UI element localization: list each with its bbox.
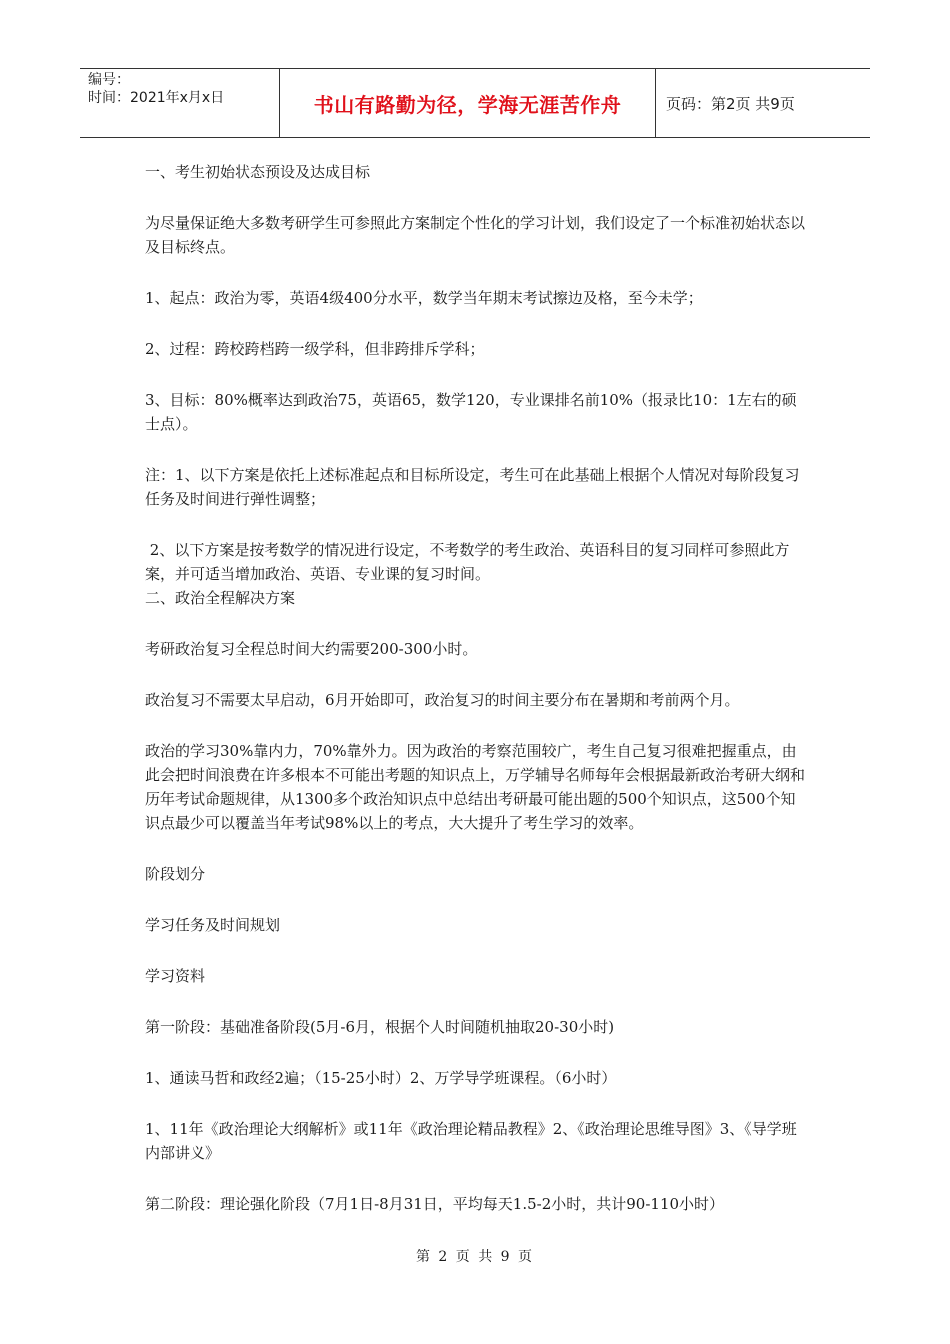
number-label: 编号： <box>88 72 130 88</box>
subheading: 学习任务及时间规划 <box>145 916 281 934</box>
paragraph: 考研政治复习全程总时间大约需要200-300小时。 <box>145 640 478 658</box>
time-label: 时间：2021年x月x日 <box>88 90 225 106</box>
paragraph: 1、起点：政治为零，英语4级400分水平，数学当年期末考试擦边及格，至今未学； <box>145 289 703 307</box>
page-header <box>80 68 870 138</box>
header-meta <box>80 69 280 137</box>
header-motto: 书山有路勤为径，学海无涯苦作舟 <box>280 69 656 137</box>
paragraph: 3、目标：80%概率达到政治75，英语65，数学120，专业课排名前10%（报录比10：1左右的硕士点）。 <box>145 391 797 433</box>
paragraph: 1、通读马哲和政经2遍；（15-25小时）2、万学导学班课程。（6小时） <box>145 1069 617 1087</box>
section-heading: 一、考生初始状态预设及达成目标 <box>145 163 371 181</box>
header-page-label: 页码：第2页 共9页 <box>666 94 795 113</box>
page-footer: 第 2 页 共 9 页 <box>415 1249 535 1265</box>
stage-heading: 第一阶段：基础准备阶段(5月-6月，根据个人时间随机抽取20-30小时) <box>145 1018 615 1036</box>
note-paragraph: 注：1、以下方案是依托上述标准起点和目标所设定，考生可在此基础上根据个人情况对每阶段复习任务及时间进行弹性调整； <box>145 466 800 508</box>
subheading: 学习资料 <box>145 967 206 985</box>
paragraph: 2、过程：跨校跨档跨一级学科，但非跨排斥学科； <box>145 340 485 358</box>
document-body <box>145 160 810 1216</box>
paragraph: 1、11年《政治理论大纲解析》或11年《政治理论精品教程》2、《政治理论思维导图》3、《导学班内部讲义》 <box>145 1120 797 1162</box>
note-paragraph: 2、以下方案是按考数学的情况进行设定，不考数学的考生政治、英语科目的复习同样可参照此方案，并可适当增加政治、英语、专业课的复习时间。 <box>145 541 790 583</box>
paragraph: 政治的学习30%靠内力，70%靠外力。因为政治的考察范围较广，考生自己复习很难把握重点，由此会把时间浪费在许多根本不可能出考题的知识点上，万学辅导名师每年会根据最新政治考研大纲和历年考试命题规律，从1300多个政治知识点中总结出考研最可能出题的500个知识点，这500个知识点最少可以覆盖当年考试98%以上的考点，大大提升了考生学习的效率。 <box>145 742 806 832</box>
paragraph: 为尽量保证绝大多数考研学生可参照此方案制定个性化的学习计划，我们设定了一个标准初始状态以及目标终点。 <box>145 214 806 256</box>
section-heading: 二、政治全程解决方案 <box>145 589 296 607</box>
stage-heading: 第二阶段：理论强化阶段（7月1日-8月31日，平均每天1.5-2小时，共计90-110小时） <box>145 1195 725 1213</box>
paragraph: 政治复习不需要太早启动，6月开始即可，政治复习的时间主要分布在暑期和考前两个月。 <box>145 691 740 709</box>
subheading: 阶段划分 <box>145 865 206 883</box>
